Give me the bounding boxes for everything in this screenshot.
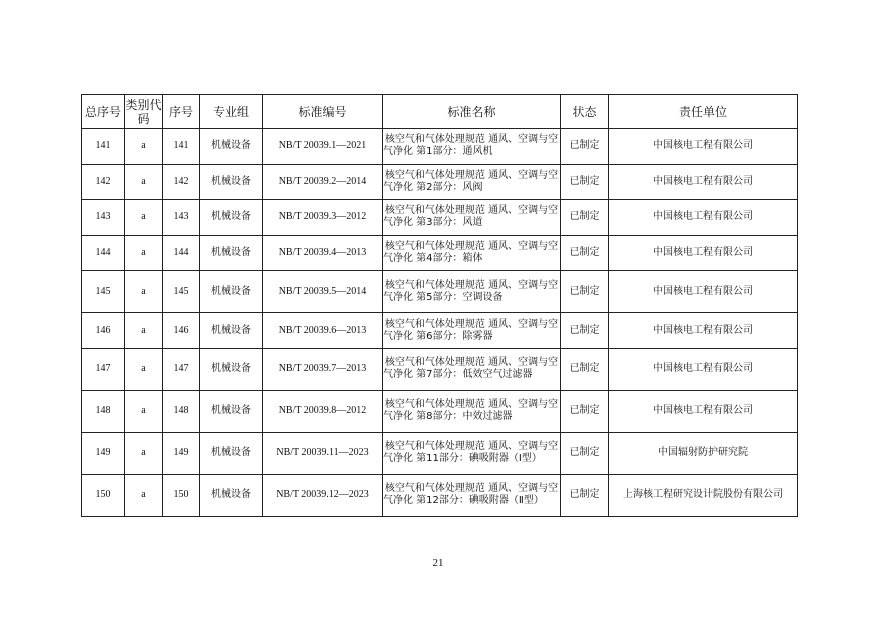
cell-group: 机械设备: [200, 235, 263, 271]
cell-standard-number: NB/T 20039.7—2013: [263, 348, 383, 390]
cell-standard-number: NB/T 20039.3—2012: [263, 200, 383, 236]
cell-standard-name: 核空气和气体处理规范 通风、空调与空气净化 第11部分：碘吸附器（Ⅰ型）: [383, 432, 561, 474]
cell-responsible-unit: 中国核电工程有限公司: [609, 129, 798, 165]
cell-total-seq: 142: [82, 164, 125, 200]
cell-seq: 150: [163, 474, 200, 516]
header-responsible-unit: 责任单位: [609, 95, 798, 129]
table-row: [82, 474, 798, 516]
cell-responsible-unit: 中国核电工程有限公司: [609, 313, 798, 349]
cell-status: 已制定: [561, 348, 609, 390]
cell-standard-name: 核空气和气体处理规范 通风、空调与空气净化 第8部分：中效过滤器: [383, 390, 561, 432]
cell-seq: 147: [163, 348, 200, 390]
cell-category-code: a: [125, 200, 163, 236]
cell-standard-number: NB/T 20039.5—2014: [263, 271, 383, 313]
cell-standard-number: NB/T 20039.6—2013: [263, 313, 383, 349]
cell-seq: 143: [163, 200, 200, 236]
cell-standard-name: 核空气和气体处理规范 通风、空调与空气净化 第4部分：箱体: [383, 235, 561, 271]
cell-total-seq: 148: [82, 390, 125, 432]
cell-seq: 146: [163, 313, 200, 349]
cell-seq: 142: [163, 164, 200, 200]
cell-group: 机械设备: [200, 129, 263, 165]
table-row: [82, 348, 798, 390]
cell-responsible-unit: 中国核电工程有限公司: [609, 271, 798, 313]
cell-standard-name: 核空气和气体处理规范 通风、空调与空气净化 第6部分：除雾器: [383, 313, 561, 349]
cell-group: 机械设备: [200, 348, 263, 390]
cell-total-seq: 150: [82, 474, 125, 516]
header-standard-name: 标准名称: [383, 95, 561, 129]
header-category-code: 类别代码: [125, 95, 163, 129]
table-row: [82, 432, 798, 474]
table-row: [82, 313, 798, 349]
cell-total-seq: 141: [82, 129, 125, 165]
cell-category-code: a: [125, 348, 163, 390]
cell-group: 机械设备: [200, 271, 263, 313]
cell-standard-name: 核空气和气体处理规范 通风、空调与空气净化 第7部分：低效空气过滤器: [383, 348, 561, 390]
cell-responsible-unit: 中国辐射防护研究院: [609, 432, 798, 474]
cell-status: 已制定: [561, 390, 609, 432]
cell-standard-name: 核空气和气体处理规范 通风、空调与空气净化 第5部分：空调设备: [383, 271, 561, 313]
cell-standard-number: NB/T 20039.8—2012: [263, 390, 383, 432]
header-total-seq: 总序号: [82, 95, 125, 129]
cell-standard-name: 核空气和气体处理规范 通风、空调与空气净化 第3部分：风道: [383, 200, 561, 236]
table-row: [82, 390, 798, 432]
table-row: [82, 164, 798, 200]
cell-status: 已制定: [561, 432, 609, 474]
cell-category-code: a: [125, 271, 163, 313]
cell-total-seq: 149: [82, 432, 125, 474]
header-status: 状态: [561, 95, 609, 129]
cell-standard-number: NB/T 20039.2—2014: [263, 164, 383, 200]
cell-status: 已制定: [561, 129, 609, 165]
cell-category-code: a: [125, 313, 163, 349]
cell-group: 机械设备: [200, 432, 263, 474]
cell-seq: 148: [163, 390, 200, 432]
table-row: [82, 200, 798, 236]
cell-category-code: a: [125, 235, 163, 271]
cell-status: 已制定: [561, 474, 609, 516]
cell-status: 已制定: [561, 164, 609, 200]
cell-standard-name: 核空气和气体处理规范 通风、空调与空气净化 第2部分：风阀: [383, 164, 561, 200]
cell-group: 机械设备: [200, 313, 263, 349]
cell-responsible-unit: 上海核工程研究设计院股份有限公司: [609, 474, 798, 516]
table-row: [82, 271, 798, 313]
cell-status: 已制定: [561, 313, 609, 349]
cell-status: 已制定: [561, 235, 609, 271]
cell-status: 已制定: [561, 200, 609, 236]
cell-total-seq: 143: [82, 200, 125, 236]
cell-standard-number: NB/T 20039.11—2023: [263, 432, 383, 474]
cell-responsible-unit: 中国核电工程有限公司: [609, 235, 798, 271]
cell-standard-number: NB/T 20039.12—2023: [263, 474, 383, 516]
table-row: [82, 235, 798, 271]
cell-category-code: a: [125, 432, 163, 474]
cell-responsible-unit: 中国核电工程有限公司: [609, 164, 798, 200]
cell-category-code: a: [125, 474, 163, 516]
cell-category-code: a: [125, 129, 163, 165]
cell-seq: 149: [163, 432, 200, 474]
cell-seq: 141: [163, 129, 200, 165]
header-group: 专业组: [200, 95, 263, 129]
cell-category-code: a: [125, 390, 163, 432]
cell-standard-number: NB/T 20039.1—2021: [263, 129, 383, 165]
cell-group: 机械设备: [200, 390, 263, 432]
standards-table: [81, 94, 798, 517]
cell-total-seq: 147: [82, 348, 125, 390]
page-number: 21: [432, 557, 444, 569]
header-seq: 序号: [163, 95, 200, 129]
cell-total-seq: 146: [82, 313, 125, 349]
cell-group: 机械设备: [200, 474, 263, 516]
cell-responsible-unit: 中国核电工程有限公司: [609, 390, 798, 432]
cell-group: 机械设备: [200, 200, 263, 236]
cell-total-seq: 145: [82, 271, 125, 313]
cell-status: 已制定: [561, 271, 609, 313]
header-row: [82, 95, 798, 129]
cell-standard-name: 核空气和气体处理规范 通风、空调与空气净化 第1部分：通风机: [383, 129, 561, 165]
cell-seq: 144: [163, 235, 200, 271]
cell-category-code: a: [125, 164, 163, 200]
table-row: [82, 129, 798, 165]
cell-group: 机械设备: [200, 164, 263, 200]
cell-responsible-unit: 中国核电工程有限公司: [609, 348, 798, 390]
cell-total-seq: 144: [82, 235, 125, 271]
header-standard-number: 标准编号: [263, 95, 383, 129]
cell-standard-name: 核空气和气体处理规范 通风、空调与空气净化 第12部分：碘吸附器（Ⅱ型）: [383, 474, 561, 516]
cell-standard-number: NB/T 20039.4—2013: [263, 235, 383, 271]
cell-seq: 145: [163, 271, 200, 313]
cell-responsible-unit: 中国核电工程有限公司: [609, 200, 798, 236]
